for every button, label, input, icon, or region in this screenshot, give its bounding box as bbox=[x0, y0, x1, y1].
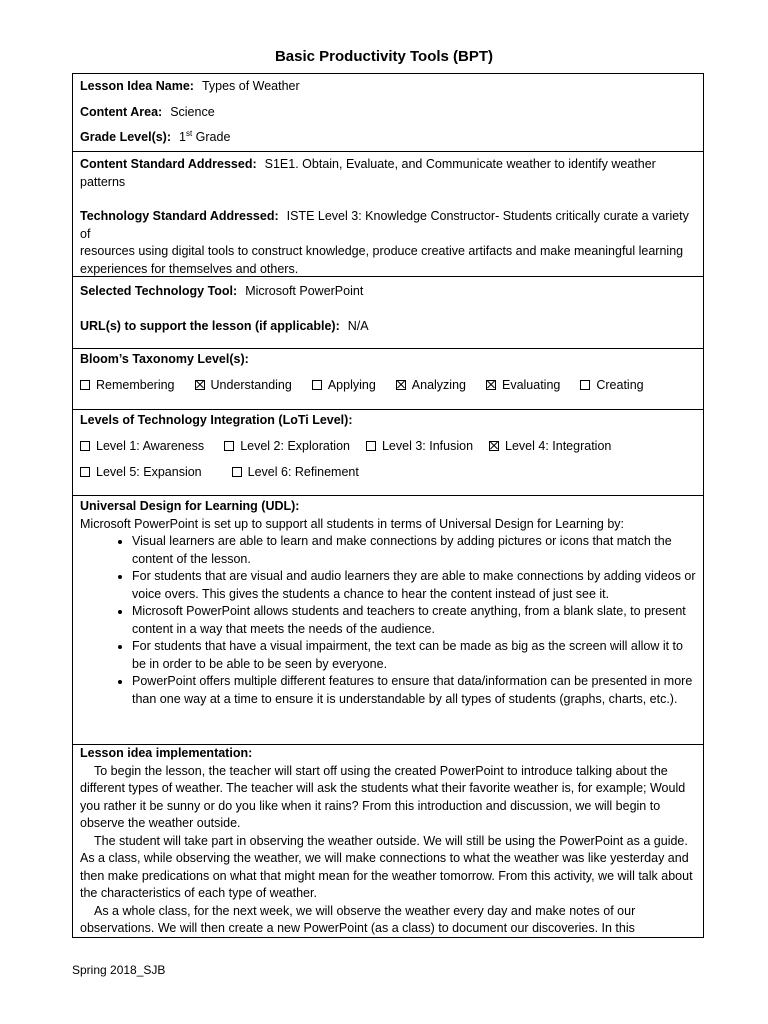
udl-bullet-item: • Microsoft PowerPoint allows students and teachers to create anything, from a blank slate, to present content in a way that meets the needs of the audience. bbox=[132, 603, 696, 638]
lesson-name-row bbox=[80, 78, 696, 96]
checkbox-option[interactable] bbox=[366, 436, 473, 456]
udl-bullet-item: • For students that are visual and audio learners they are able to make connections by adding videos or voice overs. This gives the students a chance to hear the content instead of just see it. bbox=[132, 568, 696, 603]
checkbox-label: Level 4: Integration bbox=[505, 438, 612, 453]
page-title: Basic Productivity Tools (BPT) bbox=[274, 48, 494, 65]
tool-label: Selected Technology Tool: bbox=[80, 284, 238, 298]
checkbox-label: Level 1: Awareness bbox=[96, 438, 205, 453]
udl-bullet-item: • Visual learners are able to learn and make connections by adding pictures or icons that match the content of the lesson. bbox=[132, 533, 696, 568]
udl-label: Universal Design for Learning (UDL): bbox=[80, 499, 300, 513]
unchecked-box-icon[interactable] bbox=[580, 380, 590, 390]
unchecked-box-icon[interactable] bbox=[232, 467, 242, 477]
implementation-paragraph: As a whole class, for the next week, we will observe the weather every day and make notes of our observations. We will then create a new PowerPoint (as a class) to document our discoveries. In this bbox=[80, 903, 636, 935]
loti-label: Levels of Technology Integration (LoTi Level): bbox=[80, 413, 353, 427]
checkbox-option[interactable] bbox=[396, 375, 466, 395]
tech-standard-label: Technology Standard Addressed: bbox=[80, 209, 279, 223]
udl-intro: Microsoft PowerPoint is set up to support all students in terms of Universal Design for Learning by: bbox=[80, 516, 625, 531]
unchecked-box-icon[interactable] bbox=[80, 441, 90, 451]
implementation-paragraph: The student will take part in observing the weather outside. We will still be using the PowerPoint as a guide. As a class, while observing the weather, we will make connections to what the weather was like yesterday and then make predications on what that might mean for the weather tomorrow. From this activity, we will talk about the characteristics of each type of weather. bbox=[80, 833, 693, 900]
udl-bullet-list bbox=[80, 533, 696, 708]
checked-box-icon[interactable] bbox=[489, 441, 499, 451]
unchecked-box-icon[interactable] bbox=[80, 467, 90, 477]
implementation-body bbox=[80, 763, 696, 938]
checkbox-option[interactable] bbox=[80, 436, 204, 456]
checkbox-option[interactable] bbox=[489, 436, 611, 456]
content-area-row bbox=[80, 104, 696, 122]
loti-checkbox-row-1 bbox=[80, 436, 696, 456]
tool-value: Microsoft PowerPoint bbox=[245, 284, 364, 298]
checkbox-label: Level 6: Refinement bbox=[247, 464, 359, 479]
tool-section bbox=[73, 276, 703, 348]
checkbox-label: Applying bbox=[327, 377, 376, 392]
checkbox-option[interactable] bbox=[224, 436, 350, 456]
content-area-value: Science bbox=[170, 104, 215, 119]
standards-section bbox=[73, 151, 703, 276]
tech-standard-value: ISTE Level 3: Knowledge Constructor- Students critically curate a variety of bbox=[80, 209, 689, 241]
checkbox-label: Evaluating bbox=[501, 377, 561, 392]
content-standard-row bbox=[80, 156, 696, 174]
loti-section bbox=[73, 409, 703, 495]
grade-level-number: 1 bbox=[179, 130, 186, 144]
lesson-name-label: Lesson Idea Name: bbox=[80, 79, 194, 93]
tech-standard-row bbox=[80, 208, 696, 243]
checkbox-option[interactable] bbox=[312, 375, 376, 395]
lesson-name-value: Types of Weather bbox=[201, 79, 300, 93]
implementation-label: Lesson idea implementation: bbox=[80, 746, 253, 760]
grade-level-suffix: st bbox=[185, 128, 193, 138]
checkbox-option[interactable] bbox=[80, 462, 202, 482]
blooms-label: Bloom’s Taxonomy Level(s): bbox=[80, 352, 249, 366]
grade-level-label: Grade Level(s): bbox=[80, 130, 172, 144]
tech-standard-value-cont: resources using digital tools to construct knowledge, produce creative artifacts and make meaningful learning bbox=[80, 244, 684, 258]
checkbox-option[interactable] bbox=[195, 375, 292, 395]
content-standard-value: S1E1. Obtain, Evaluate, and Communicate weather to identify weather bbox=[264, 157, 656, 171]
blooms-checkbox-row bbox=[80, 375, 696, 395]
checked-box-icon[interactable] bbox=[486, 380, 496, 390]
grade-level-rest: Grade bbox=[192, 130, 231, 144]
checkbox-label: Level 3: Infusion bbox=[381, 438, 474, 453]
checked-box-icon[interactable] bbox=[195, 380, 205, 390]
unchecked-box-icon[interactable] bbox=[224, 441, 234, 451]
content-standard-value-cont: patterns bbox=[80, 174, 126, 189]
implementation-section bbox=[73, 744, 703, 937]
content-standard-label: Content Standard Addressed: bbox=[80, 157, 257, 171]
lesson-plan-table bbox=[72, 73, 704, 938]
url-value: N/A bbox=[347, 318, 369, 333]
checkbox-option[interactable] bbox=[486, 375, 560, 395]
checkbox-label: Remembering bbox=[96, 377, 175, 392]
checkbox-option[interactable] bbox=[232, 462, 359, 482]
page-footer: Spring 2018_SJB bbox=[72, 963, 166, 977]
loti-checkbox-row-2 bbox=[80, 462, 696, 482]
checkbox-label: Creating bbox=[596, 377, 644, 392]
udl-bullet-item: • For students that have a visual impairment, the text can be made as big as the screen will allow it to be in order to be able to be seen by everyone. bbox=[132, 638, 696, 673]
checkbox-option[interactable] bbox=[580, 375, 643, 395]
lesson-info-section bbox=[73, 74, 703, 151]
unchecked-box-icon[interactable] bbox=[80, 380, 90, 390]
implementation-paragraph: To begin the lesson, the teacher will start off using the created PowerPoint to introduce talking about the different types of weather. The teacher will ask the students what their favorite weather is, for example; Would you rather it be sunny or do you like when it rains? From this introduction and discussion, we will begin to observe the weather outside. bbox=[80, 763, 686, 830]
url-row bbox=[80, 318, 696, 336]
blooms-section bbox=[73, 348, 703, 409]
udl-bullet-item: • PowerPoint offers multiple different features to ensure that data/information can be presented in more than one way at a time to ensure it is understandable by all types of students (graphs, charts, etc.). bbox=[132, 673, 696, 708]
unchecked-box-icon[interactable] bbox=[366, 441, 376, 451]
url-label: URL(s) to support the lesson (if applicable): bbox=[80, 318, 340, 333]
checkbox-label: Level 5: Expansion bbox=[96, 464, 202, 479]
checkbox-label: Understanding bbox=[210, 377, 292, 392]
content-area-label: Content Area: bbox=[80, 104, 163, 119]
tech-standard-value-cont-2: experiences for themselves and others. bbox=[80, 261, 299, 276]
checked-box-icon[interactable] bbox=[396, 380, 406, 390]
checkbox-option[interactable] bbox=[80, 375, 175, 395]
checkbox-label: Analyzing bbox=[411, 377, 466, 392]
udl-section bbox=[73, 495, 703, 744]
checkbox-label: Level 2: Exploration bbox=[240, 438, 350, 453]
grade-level-row bbox=[80, 129, 696, 147]
unchecked-box-icon[interactable] bbox=[312, 380, 322, 390]
tool-row bbox=[80, 283, 696, 301]
